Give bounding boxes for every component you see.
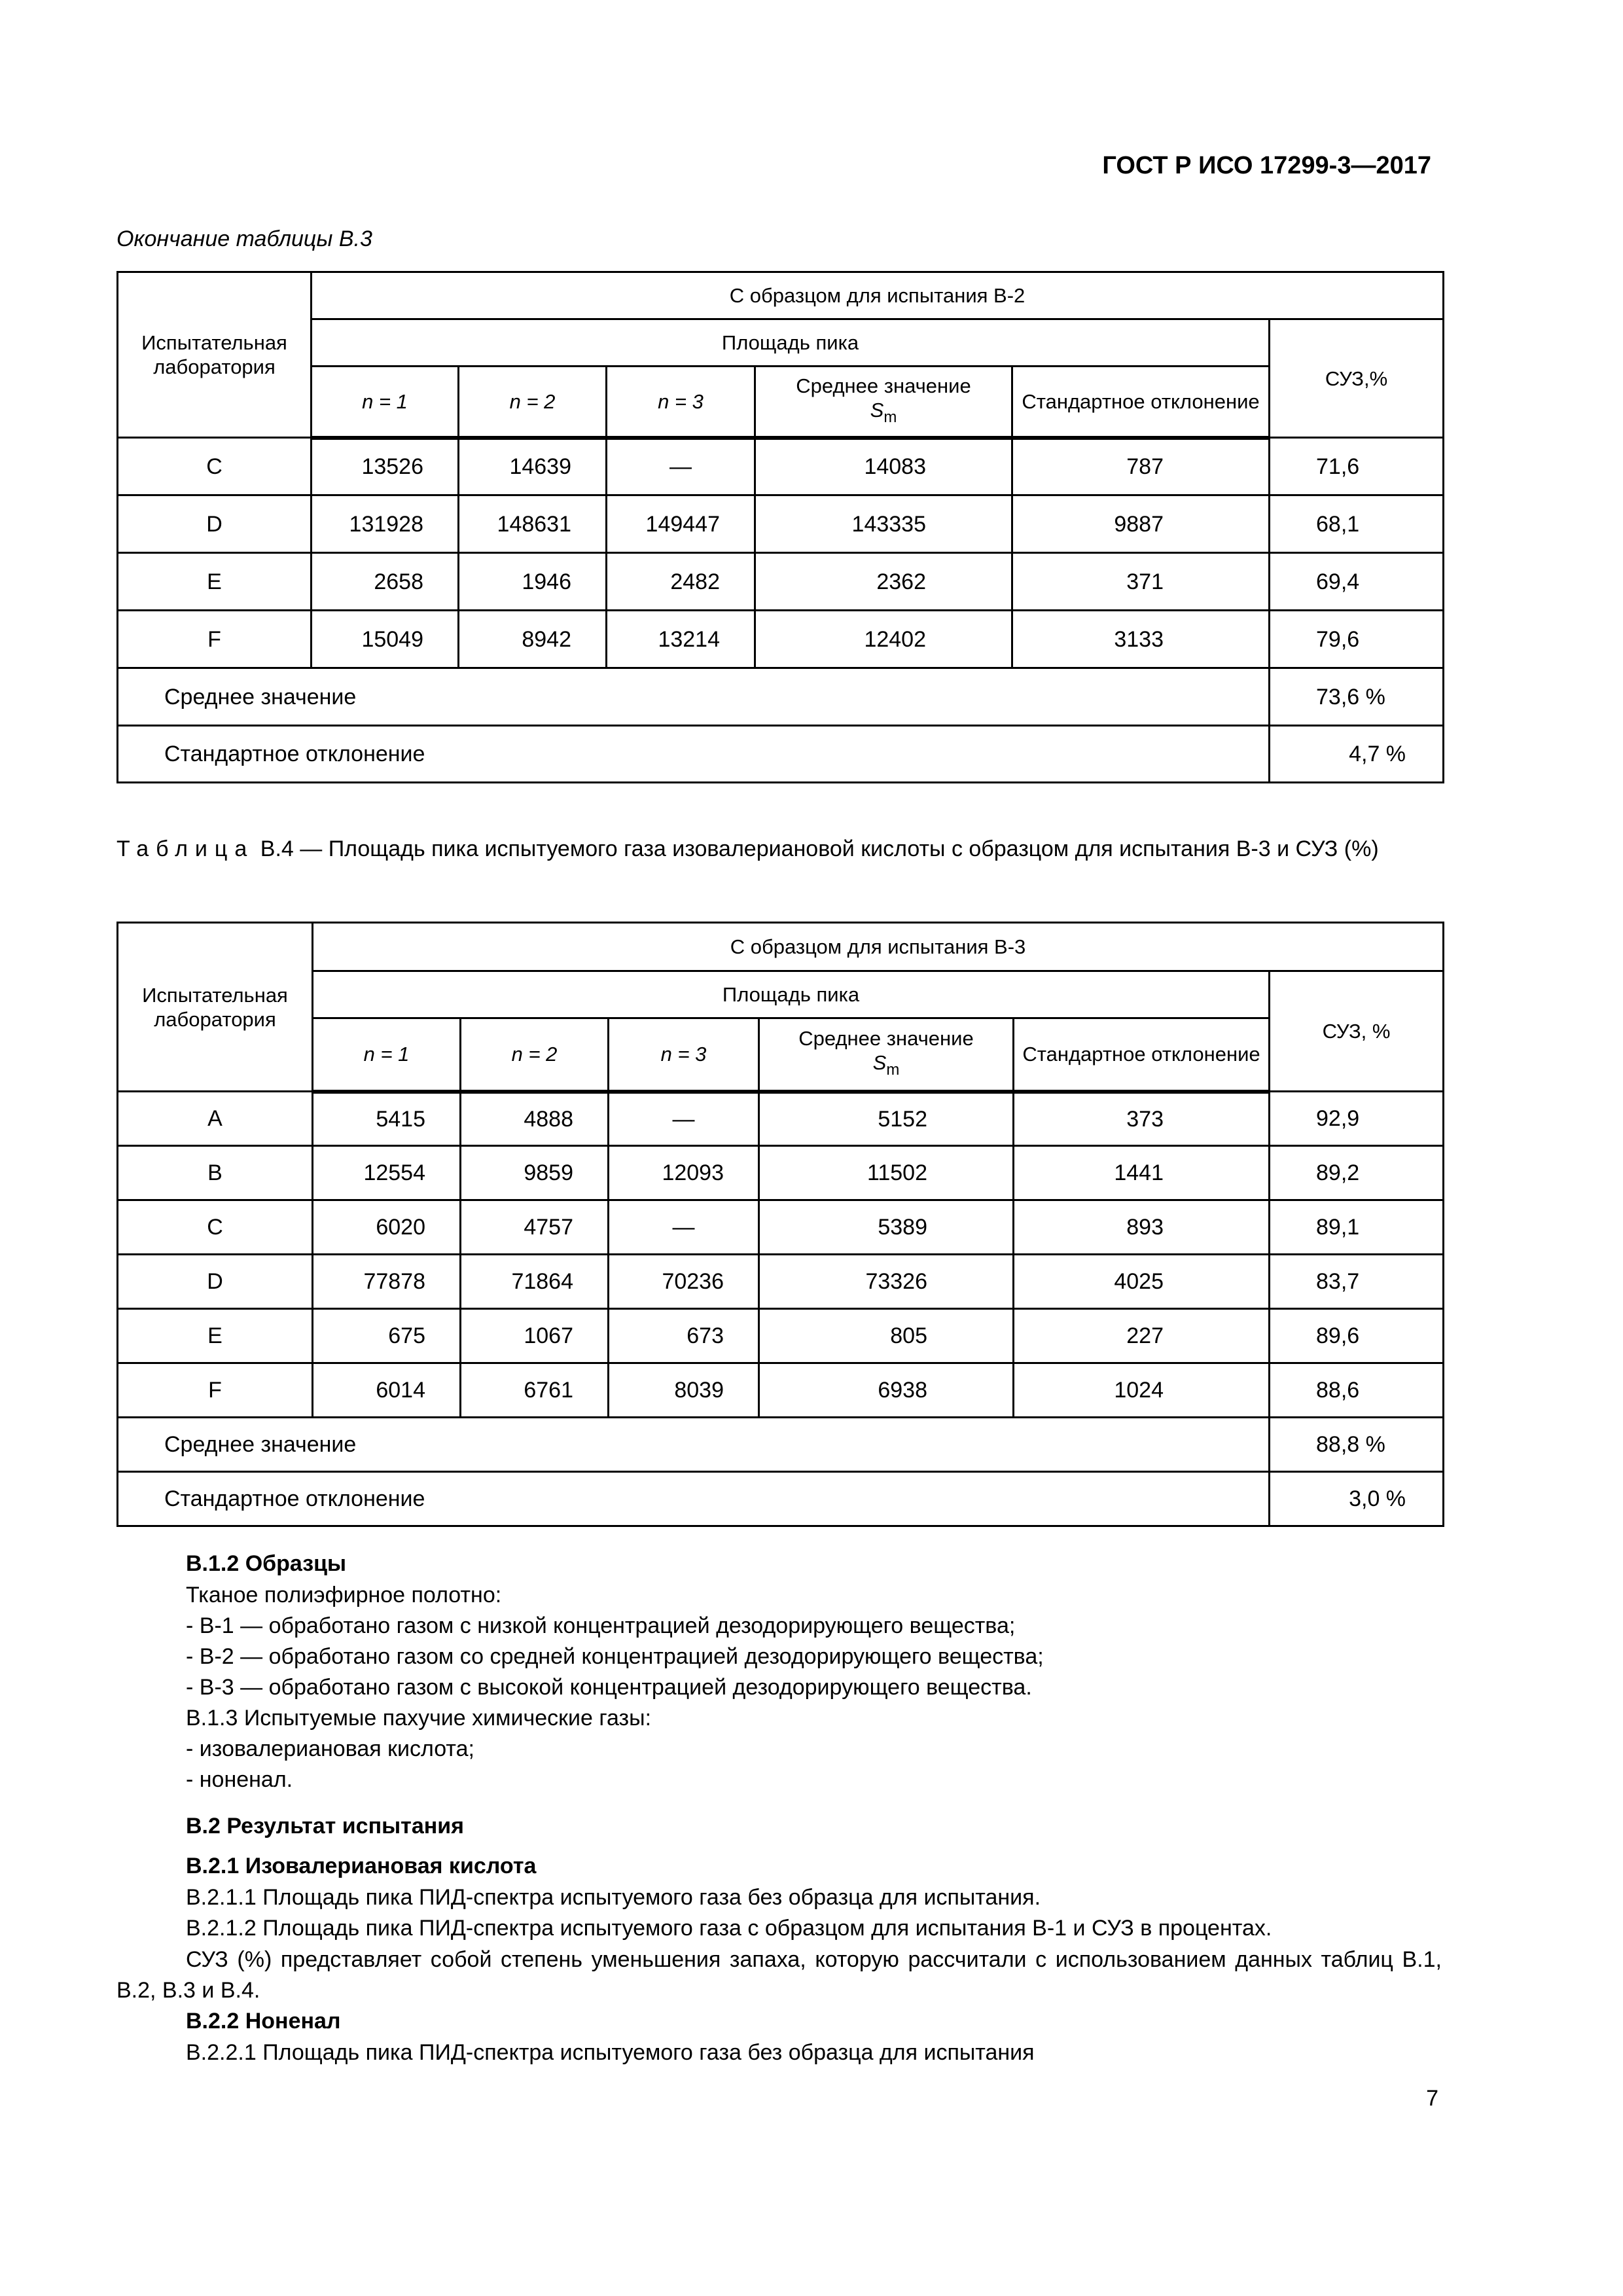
table-b4-caption: [116, 833, 1442, 865]
std-cell: 893: [1014, 1200, 1270, 1255]
header-peak-area: Площадь пика: [312, 319, 1270, 367]
std-cell: 3133: [1012, 611, 1270, 668]
mean-cell: 14083: [755, 438, 1012, 495]
page-number: 7: [1426, 2086, 1438, 2111]
header-cv: СУЗ, %: [1270, 971, 1444, 1092]
table-row: [118, 495, 1444, 553]
header-peak-area: Площадь пика: [313, 971, 1270, 1018]
lab-cell: E: [118, 553, 312, 611]
n2-cell: 4888: [461, 1092, 609, 1146]
mean-cell: 805: [759, 1309, 1014, 1363]
header-mean-subscript: m: [886, 1061, 900, 1079]
std-cell: 4025: [1014, 1255, 1270, 1309]
mean-cell: 11502: [759, 1146, 1014, 1200]
header-mean-text: Среднее значение: [798, 1027, 974, 1050]
n2-cell: 71864: [461, 1255, 609, 1309]
std-cell: 227: [1014, 1309, 1270, 1363]
table-b3-end: [116, 271, 1444, 783]
n2-cell: 9859: [461, 1146, 609, 1200]
summary-row-mean: [118, 1418, 1444, 1472]
b12-intro: Тканое полиэфирное полотно:: [186, 1583, 502, 1607]
n1-cell: 77878: [313, 1255, 461, 1309]
section-b22-title: В.2.2 Ноненал: [186, 2009, 341, 2034]
table-label: Таблица: [116, 836, 255, 861]
cv-cell: 89,2: [1270, 1146, 1444, 1200]
list-item: - В-3 — обработано газом с высокой концентрацией дезодорирующего вещества.: [186, 1675, 1032, 1700]
header-n3: n = 3: [607, 367, 755, 438]
section-b13-title: В.1.3 Испытуемые пахучие химические газы:: [186, 1706, 652, 1731]
mean-cell: 6938: [759, 1363, 1014, 1418]
list-item: - ноненал.: [186, 1767, 293, 1792]
std-cell: 1441: [1014, 1146, 1270, 1200]
header-std: Стандартное отклонение: [1014, 1018, 1270, 1092]
document-code: ГОСТ Р ИСО 17299-3—2017: [1102, 152, 1431, 179]
std-cell: 787: [1012, 438, 1270, 495]
n3-cell: 70236: [609, 1255, 759, 1309]
n2-cell: 8942: [459, 611, 607, 668]
n2-cell: 14639: [459, 438, 607, 495]
header-cv: СУЗ,%: [1270, 319, 1444, 438]
cv-cell: 69,4: [1270, 553, 1444, 611]
lab-cell: F: [118, 611, 312, 668]
mean-cell: 2362: [755, 553, 1012, 611]
cv-cell: 88,6: [1270, 1363, 1444, 1418]
n2-cell: 1067: [461, 1309, 609, 1363]
header-mean: [755, 367, 1012, 438]
summary-std-label: Стандартное отклонение: [118, 726, 1270, 783]
summary-mean-value: 88,8 %: [1270, 1418, 1444, 1472]
n3-cell: —: [609, 1092, 759, 1146]
table-row: [118, 1255, 1444, 1309]
lab-cell: A: [118, 1092, 313, 1146]
header-n2: n = 2: [461, 1018, 609, 1092]
table-row: [118, 1146, 1444, 1200]
paragraph-b212: В.2.1.2 Площадь пика ПИД-спектра испытуемого газа с образцом для испытания В-1 и СУЗ в процентах.: [186, 1916, 1272, 1941]
header-mean: [759, 1018, 1014, 1092]
n1-cell: 15049: [312, 611, 459, 668]
n3-cell: 13214: [607, 611, 755, 668]
table-row: [118, 553, 1444, 611]
summary-std-label: Стандартное отклонение: [118, 1472, 1270, 1526]
n2-cell: 6761: [461, 1363, 609, 1418]
lab-cell: C: [118, 1200, 313, 1255]
mean-cell: 12402: [755, 611, 1012, 668]
n2-cell: 148631: [459, 495, 607, 553]
std-cell: 1024: [1014, 1363, 1270, 1418]
n3-cell: 12093: [609, 1146, 759, 1200]
paragraph-b221: В.2.2.1 Площадь пика ПИД-спектра испытуемого газа без образца для испытания: [186, 2040, 1035, 2065]
table-b4: [116, 922, 1444, 1527]
header-mean-subscript: m: [883, 408, 897, 426]
header-lab: Испытательная лаборатория: [118, 923, 313, 1092]
table-row: [118, 611, 1444, 668]
mean-cell: 143335: [755, 495, 1012, 553]
std-cell: 373: [1014, 1092, 1270, 1146]
n1-cell: 6020: [313, 1200, 461, 1255]
header-n3: n = 3: [609, 1018, 759, 1092]
header-n1: n = 1: [313, 1018, 461, 1092]
n1-cell: 2658: [312, 553, 459, 611]
paragraph-b211: В.2.1.1 Площадь пика ПИД-спектра испытуемого газа без образца для испытания.: [186, 1885, 1041, 1910]
header-mean-symbol: S: [870, 398, 884, 422]
cv-cell: 68,1: [1270, 495, 1444, 553]
summary-std-value: 3,0 %: [1270, 1472, 1444, 1526]
n1-cell: 6014: [313, 1363, 461, 1418]
lab-cell: D: [118, 1255, 313, 1309]
n1-cell: 12554: [313, 1146, 461, 1200]
summary-row-mean: [118, 668, 1444, 726]
lab-cell: F: [118, 1363, 313, 1418]
summary-row-std: [118, 1472, 1444, 1526]
list-item: - В-2 — обработано газом со средней концентрацией дезодорирующего вещества;: [186, 1644, 1044, 1669]
header-sample: С образцом для испытания В-3: [313, 923, 1444, 971]
lab-cell: C: [118, 438, 312, 495]
table-b4-caption-text: В.4 — Площадь пика испытуемого газа изовалериановой кислоты с образцом для испытания В-3 и СУЗ (%): [260, 836, 1379, 861]
header-n1: n = 1: [312, 367, 459, 438]
header-std: Стандартное отклонение: [1012, 367, 1270, 438]
summary-mean-label: Среднее значение: [118, 1418, 1270, 1472]
n3-cell: —: [609, 1200, 759, 1255]
header-mean-symbol: S: [872, 1051, 887, 1075]
section-b12-title: В.1.2 Образцы: [186, 1551, 347, 1576]
cv-cell: 89,1: [1270, 1200, 1444, 1255]
cv-cell: 71,6: [1270, 438, 1444, 495]
table-row: [118, 1200, 1444, 1255]
n1-cell: 5415: [313, 1092, 461, 1146]
lab-cell: B: [118, 1146, 313, 1200]
n3-cell: 149447: [607, 495, 755, 553]
std-cell: 9887: [1012, 495, 1270, 553]
lab-cell: D: [118, 495, 312, 553]
mean-cell: 5152: [759, 1092, 1014, 1146]
mean-cell: 73326: [759, 1255, 1014, 1309]
summary-mean-value: 73,6 %: [1270, 668, 1444, 726]
table-row: [118, 1309, 1444, 1363]
section-b2-title: В.2 Результат испытания: [186, 1814, 464, 1839]
n1-cell: 675: [313, 1309, 461, 1363]
n2-cell: 4757: [461, 1200, 609, 1255]
n3-cell: —: [607, 438, 755, 495]
header-n2: n = 2: [459, 367, 607, 438]
paragraph-suz: СУЗ (%) представляет собой степень уменьшения запаха, которую рассчитали с использованием данных таблиц В.1, В.2, В.3 и В.4.: [116, 1947, 1442, 2003]
header-mean-text: Среднее значение: [796, 374, 971, 397]
header-sample: С образцом для испытания В-2: [312, 272, 1444, 319]
list-item: - В-1 — обработано газом с низкой концентрацией дезодорирующего вещества;: [186, 1613, 1016, 1638]
table-row: [118, 1363, 1444, 1418]
cv-cell: 92,9: [1270, 1092, 1444, 1146]
lab-cell: E: [118, 1309, 313, 1363]
n3-cell: 8039: [609, 1363, 759, 1418]
table-continuation-caption: Окончание таблицы В.3: [116, 226, 372, 251]
list-item: - изовалериановая кислота;: [186, 1736, 474, 1761]
cv-cell: 89,6: [1270, 1309, 1444, 1363]
table-row: [118, 1092, 1444, 1146]
summary-mean-label: Среднее значение: [118, 668, 1270, 726]
section-b21-title: В.2.1 Изовалериановая кислота: [186, 1854, 537, 1878]
n1-cell: 131928: [312, 495, 459, 553]
summary-std-value: 4,7 %: [1270, 726, 1444, 783]
cv-cell: 79,6: [1270, 611, 1444, 668]
n2-cell: 1946: [459, 553, 607, 611]
n3-cell: 673: [609, 1309, 759, 1363]
std-cell: 371: [1012, 553, 1270, 611]
n3-cell: 2482: [607, 553, 755, 611]
n1-cell: 13526: [312, 438, 459, 495]
table-row: [118, 438, 1444, 495]
mean-cell: 5389: [759, 1200, 1014, 1255]
summary-row-std: [118, 726, 1444, 783]
header-lab: Испытательная лаборатория: [118, 272, 312, 438]
cv-cell: 83,7: [1270, 1255, 1444, 1309]
